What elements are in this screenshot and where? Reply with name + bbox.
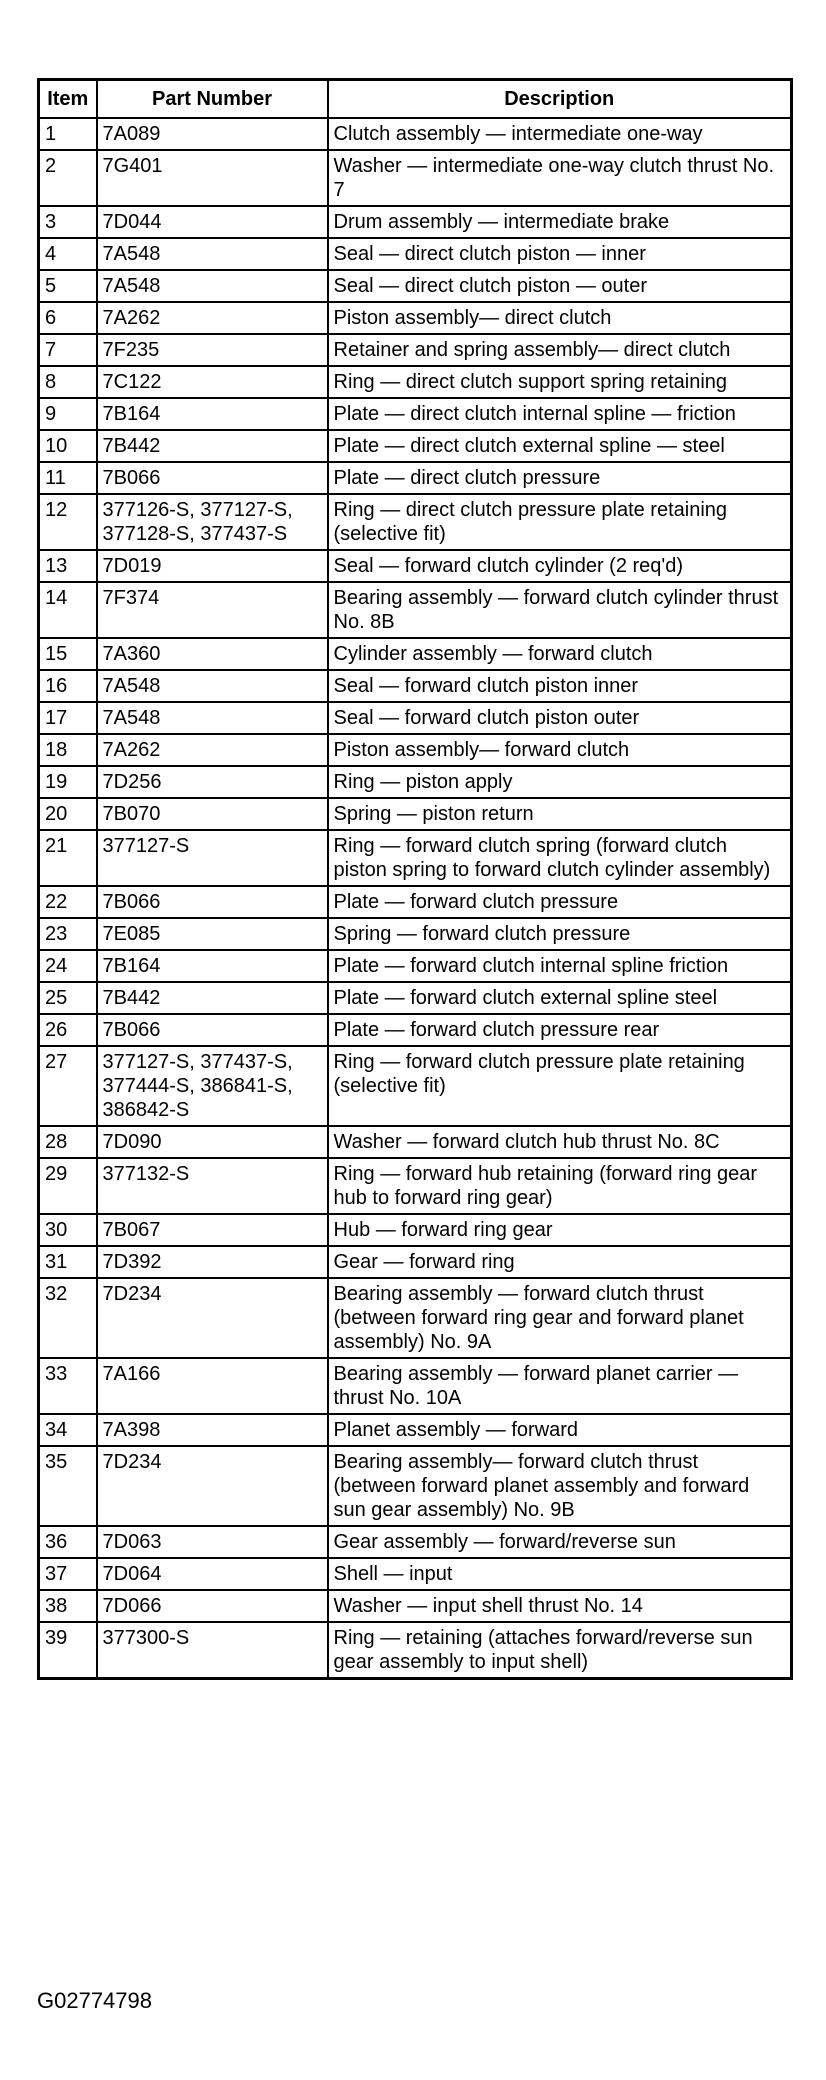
cell-description: Seal — direct clutch piston — inner: [328, 238, 792, 270]
cell-item: 14: [39, 582, 97, 638]
cell-description: Ring — forward hub retaining (forward ring gear hub to forward ring gear): [328, 1158, 792, 1214]
cell-description: Ring — piston apply: [328, 766, 792, 798]
cell-item: 18: [39, 734, 97, 766]
cell-description: Plate — forward clutch pressure: [328, 886, 792, 918]
table-row: [39, 1558, 792, 1590]
cell-item: 38: [39, 1590, 97, 1622]
cell-part-number: 7A166: [97, 1358, 328, 1414]
cell-part-number: 7D044: [97, 206, 328, 238]
cell-item: 35: [39, 1446, 97, 1526]
cell-description: Bearing assembly — forward clutch cylinder thrust No. 8B: [328, 582, 792, 638]
table-row: [39, 1446, 792, 1526]
cell-item: 20: [39, 798, 97, 830]
cell-part-number: 7B066: [97, 886, 328, 918]
cell-part-number: 7D064: [97, 1558, 328, 1590]
cell-description: Seal — forward clutch cylinder (2 req'd): [328, 550, 792, 582]
table-row: [39, 494, 792, 550]
cell-part-number: 7F235: [97, 334, 328, 366]
table-row: [39, 1622, 792, 1679]
cell-part-number: 7A262: [97, 302, 328, 334]
cell-part-number: 7E085: [97, 918, 328, 950]
cell-description: Retainer and spring assembly— direct clutch: [328, 334, 792, 366]
cell-part-number: 7D234: [97, 1278, 328, 1358]
cell-description: Plate — forward clutch external spline steel: [328, 982, 792, 1014]
cell-description: Washer — forward clutch hub thrust No. 8C: [328, 1126, 792, 1158]
table-row: [39, 150, 792, 206]
cell-description: Plate — forward clutch pressure rear: [328, 1014, 792, 1046]
cell-part-number: 377132-S: [97, 1158, 328, 1214]
cell-part-number: 7B070: [97, 798, 328, 830]
cell-item: 25: [39, 982, 97, 1014]
table-row: [39, 886, 792, 918]
cell-description: Piston assembly— forward clutch: [328, 734, 792, 766]
cell-part-number: 377300-S: [97, 1622, 328, 1679]
cell-part-number: 7D234: [97, 1446, 328, 1526]
table-row: [39, 238, 792, 270]
cell-description: Piston assembly— direct clutch: [328, 302, 792, 334]
table-row: [39, 1414, 792, 1446]
table-row: [39, 302, 792, 334]
cell-item: 4: [39, 238, 97, 270]
table-row: [39, 766, 792, 798]
table-row: [39, 366, 792, 398]
cell-item: 22: [39, 886, 97, 918]
cell-description: Bearing assembly — forward clutch thrust (between forward ring gear and forward planet assembly) No. 9A: [328, 1278, 792, 1358]
cell-description: Drum assembly — intermediate brake: [328, 206, 792, 238]
cell-description: Ring — direct clutch pressure plate retaining (selective fit): [328, 494, 792, 550]
cell-item: 24: [39, 950, 97, 982]
table-row: [39, 982, 792, 1014]
cell-part-number: 7C122: [97, 366, 328, 398]
cell-part-number: 377126-S, 377127-S, 377128-S, 377437-S: [97, 494, 328, 550]
cell-description: Bearing assembly — forward planet carrier — thrust No. 10A: [328, 1358, 792, 1414]
table-row: [39, 798, 792, 830]
table-row: [39, 830, 792, 886]
table-row: [39, 734, 792, 766]
cell-item: 12: [39, 494, 97, 550]
table-row: [39, 670, 792, 702]
cell-item: 15: [39, 638, 97, 670]
cell-item: 39: [39, 1622, 97, 1679]
table-row: [39, 398, 792, 430]
cell-description: Shell — input: [328, 1558, 792, 1590]
cell-description: Washer — input shell thrust No. 14: [328, 1590, 792, 1622]
table-row: [39, 1214, 792, 1246]
cell-item: 31: [39, 1246, 97, 1278]
table-row: [39, 462, 792, 494]
table-row: [39, 430, 792, 462]
header-part-number: Part Number: [97, 80, 328, 119]
cell-item: 5: [39, 270, 97, 302]
cell-description: Plate — forward clutch internal spline friction: [328, 950, 792, 982]
cell-item: 2: [39, 150, 97, 206]
cell-description: Ring — direct clutch support spring retaining: [328, 366, 792, 398]
table-row: [39, 702, 792, 734]
cell-description: Hub — forward ring gear: [328, 1214, 792, 1246]
cell-item: 23: [39, 918, 97, 950]
cell-part-number: 7D066: [97, 1590, 328, 1622]
cell-part-number: 7B066: [97, 1014, 328, 1046]
cell-item: 3: [39, 206, 97, 238]
cell-part-number: 7D090: [97, 1126, 328, 1158]
cell-item: 7: [39, 334, 97, 366]
cell-description: Plate — direct clutch internal spline — friction: [328, 398, 792, 430]
cell-description: Washer — intermediate one-way clutch thrust No. 7: [328, 150, 792, 206]
table-body: [39, 118, 792, 1679]
header-item: Item: [39, 80, 97, 119]
cell-part-number: 7D063: [97, 1526, 328, 1558]
table-row: [39, 1246, 792, 1278]
cell-item: 9: [39, 398, 97, 430]
cell-item: 17: [39, 702, 97, 734]
table-row: [39, 1158, 792, 1214]
cell-part-number: 7B442: [97, 982, 328, 1014]
cell-description: Plate — direct clutch pressure: [328, 462, 792, 494]
cell-item: 28: [39, 1126, 97, 1158]
table-row: [39, 1014, 792, 1046]
cell-part-number: 7A548: [97, 270, 328, 302]
table-row: [39, 918, 792, 950]
cell-description: Gear assembly — forward/reverse sun: [328, 1526, 792, 1558]
table-row: [39, 1046, 792, 1126]
cell-item: 32: [39, 1278, 97, 1358]
cell-part-number: 7F374: [97, 582, 328, 638]
table-row: [39, 334, 792, 366]
table-row: [39, 582, 792, 638]
cell-part-number: 7D019: [97, 550, 328, 582]
cell-part-number: 7A548: [97, 702, 328, 734]
cell-part-number: 7D392: [97, 1246, 328, 1278]
cell-description: Ring — forward clutch pressure plate retaining (selective fit): [328, 1046, 792, 1126]
cell-item: 33: [39, 1358, 97, 1414]
cell-part-number: 7B164: [97, 950, 328, 982]
cell-description: Planet assembly — forward: [328, 1414, 792, 1446]
table-row: [39, 1126, 792, 1158]
table-row: [39, 270, 792, 302]
table-row: [39, 118, 792, 150]
cell-item: 29: [39, 1158, 97, 1214]
cell-item: 37: [39, 1558, 97, 1590]
header-row: [39, 80, 792, 119]
cell-item: 27: [39, 1046, 97, 1126]
cell-item: 10: [39, 430, 97, 462]
table-row: [39, 1278, 792, 1358]
cell-item: 16: [39, 670, 97, 702]
table-row: [39, 206, 792, 238]
cell-description: Spring — forward clutch pressure: [328, 918, 792, 950]
cell-item: 19: [39, 766, 97, 798]
cell-description: Bearing assembly— forward clutch thrust (between forward planet assembly and forward sun gear assembly) No. 9B: [328, 1446, 792, 1526]
cell-item: 11: [39, 462, 97, 494]
cell-item: 34: [39, 1414, 97, 1446]
cell-part-number: 377127-S: [97, 830, 328, 886]
cell-part-number: 7B442: [97, 430, 328, 462]
cell-part-number: 7G401: [97, 150, 328, 206]
table-row: [39, 1358, 792, 1414]
cell-description: Ring — forward clutch spring (forward clutch piston spring to forward clutch cylinder assembly): [328, 830, 792, 886]
cell-part-number: 7B067: [97, 1214, 328, 1246]
cell-description: Clutch assembly — intermediate one-way: [328, 118, 792, 150]
table-row: [39, 638, 792, 670]
cell-description: Seal — forward clutch piston outer: [328, 702, 792, 734]
cell-item: 6: [39, 302, 97, 334]
cell-item: 8: [39, 366, 97, 398]
cell-part-number: 7A089: [97, 118, 328, 150]
cell-description: Plate — direct clutch external spline — steel: [328, 430, 792, 462]
cell-item: 13: [39, 550, 97, 582]
cell-item: 1: [39, 118, 97, 150]
cell-part-number: 7B066: [97, 462, 328, 494]
table-row: [39, 1526, 792, 1558]
table-row: [39, 950, 792, 982]
cell-part-number: 7B164: [97, 398, 328, 430]
table-row: [39, 550, 792, 582]
cell-description: Ring — retaining (attaches forward/reverse sun gear assembly to input shell): [328, 1622, 792, 1679]
cell-description: Seal — forward clutch piston inner: [328, 670, 792, 702]
cell-description: Gear — forward ring: [328, 1246, 792, 1278]
cell-item: 21: [39, 830, 97, 886]
cell-description: Cylinder assembly — forward clutch: [328, 638, 792, 670]
cell-description: Spring — piston return: [328, 798, 792, 830]
cell-part-number: 7A548: [97, 670, 328, 702]
cell-item: 36: [39, 1526, 97, 1558]
cell-part-number: 377127-S, 377437-S, 377444-S, 386841-S, 386842-S: [97, 1046, 328, 1126]
cell-item: 30: [39, 1214, 97, 1246]
table-row: [39, 1590, 792, 1622]
parts-table: [37, 78, 793, 1680]
cell-part-number: 7A360: [97, 638, 328, 670]
cell-description: Seal — direct clutch piston — outer: [328, 270, 792, 302]
figure-id: G02774798: [37, 1988, 152, 2013]
cell-part-number: 7A548: [97, 238, 328, 270]
cell-item: 26: [39, 1014, 97, 1046]
header-description: Description: [328, 80, 792, 119]
cell-part-number: 7A262: [97, 734, 328, 766]
cell-part-number: 7D256: [97, 766, 328, 798]
cell-part-number: 7A398: [97, 1414, 328, 1446]
